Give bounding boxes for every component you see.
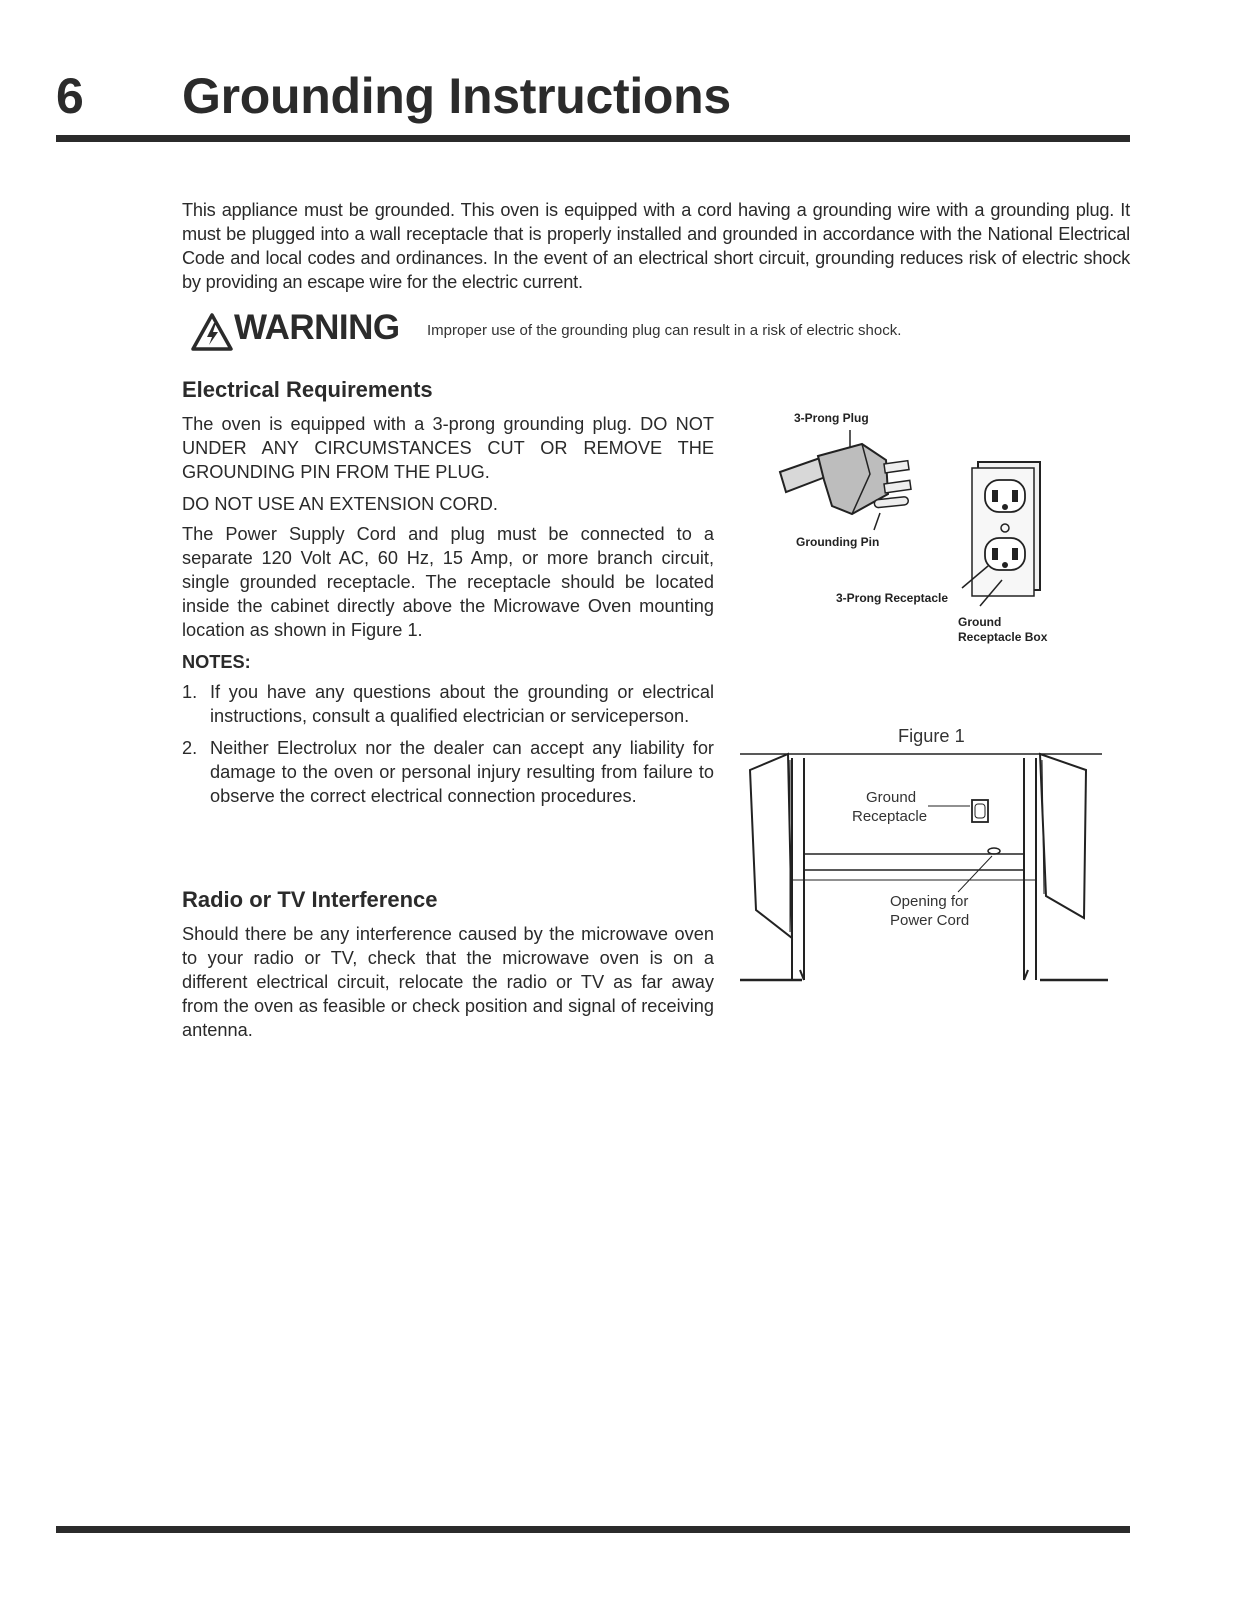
electrical-paragraph-3: The Power Supply Cord and plug must be connected to a separate 120 Volt AC, 60 Hz, 15 Amp, or more branch circuit, single grounded receptacle. The receptacle should be located inside the cabinet directly above the Microwave Oven mounting location as shown in Figure 1. [182,524,714,640]
page-title: Grounding Instructions [182,68,731,124]
notes-list [182,680,714,808]
opening-label-2: Power Cord [890,912,970,929]
radio-tv-paragraph: Should there be any interference caused by the microwave oven to your radio or TV, check that the microwave oven is on a different electrical circuit, relocate the radio or TV as far away from the oven as feasible or check position and signal of receiving antenna. [182,924,714,1040]
radio-tv-heading: Radio or TV Interference [182,887,438,912]
cabinet-ground-label-2: Receptacle [852,808,928,825]
list-item [182,680,714,728]
plug-illustration [780,411,911,549]
grounding-pin-label: Grounding Pin [796,535,880,549]
note-text: Neither Electrolux nor the dealer can accept any liability for damage to the oven or personal injury resulting from failure to observe the correct electrical connection procedures. [210,738,714,806]
plug-label: 3-Prong Plug [794,411,869,425]
ground-box-label-2: Receptacle Box [958,630,1048,644]
note-number: 2. [182,738,198,758]
cabinet-ground-label-1: Ground [866,789,917,806]
electrical-paragraph-2: DO NOT USE AN EXTENSION CORD. [182,494,498,514]
receptacle-label: 3-Prong Receptacle [836,591,949,605]
electrical-paragraph-1: The oven is equipped with a 3-prong grounding plug. DO NOT UNDER ANY CIRCUMSTANCES CUT OR REMOVE THE GROUNDING PIN FROM THE PLUG. [182,414,714,482]
figure-caption: Figure 1 [898,726,965,746]
electrical-requirements-heading: Electrical Requirements [182,377,433,402]
warning-text: Improper use of the grounding plug can result in a risk of electric shock. [427,322,902,339]
intro-paragraph: This appliance must be grounded. This oven is equipped with a cord having a grounding wire with a grounding plug. It must be plugged into a wall receptacle that is properly installed and grounded in accordance with the National Electrical Code and local codes and ordinances. In the event of an electrical short circuit, grounding reduces risk of electric shock by providing an escape wire for the electric current. [182,200,1130,292]
top-rule [56,135,1130,142]
warning-label: WARNING [234,308,400,347]
note-text: If you have any questions about the grounding or electrical instructions, consult a qualified electrician or serviceperson. [210,682,714,726]
list-item [182,736,714,808]
cabinet-illustration [740,754,1108,980]
electrical-requirements-section [182,412,714,816]
notes-label: NOTES: [182,652,251,672]
opening-label-1: Opening for [890,893,969,910]
ground-box-label-1: Ground [958,615,1002,629]
note-number: 1. [182,682,198,702]
warning-triangle-icon [190,312,234,352]
bottom-rule [56,1526,1130,1533]
page-number: 6 [56,68,84,124]
figure-1-illustration [740,410,1140,1020]
